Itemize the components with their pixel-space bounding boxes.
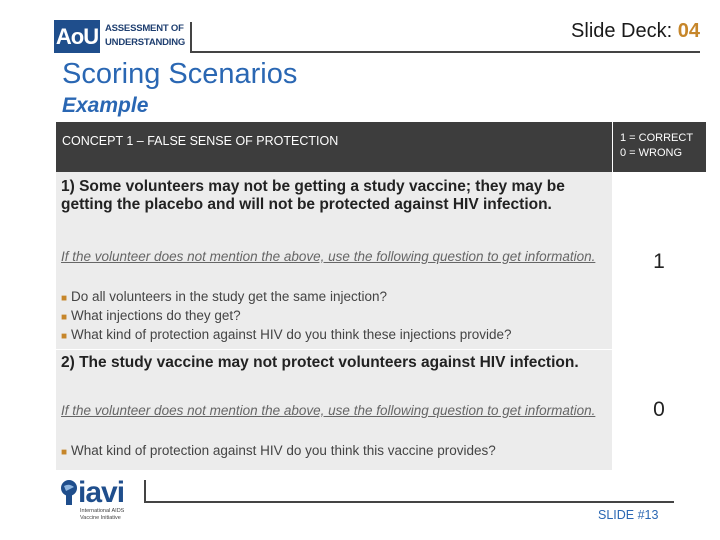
list-item: ■ What kind of protection against HIV do you think these injections provide?: [61, 327, 512, 342]
instruction-text: If the volunteer does not mention the above, use the following question to get information.: [61, 249, 596, 264]
globe-icon: [60, 479, 78, 505]
scoring-key-correct: 1 = CORRECT: [620, 132, 694, 144]
slide-number: SLIDE #13: [598, 508, 659, 522]
slide-deck-number: 04: [677, 20, 700, 42]
aou-logo-line1: ASSESSMENT OF: [105, 23, 184, 34]
question-list: [61, 442, 496, 461]
concept-statement: 2) The study vaccine may not protect volunteers against HIV infection.: [61, 354, 579, 371]
aou-logo: [54, 20, 186, 54]
aou-logo-text: [105, 22, 185, 50]
score-value: 0: [653, 398, 665, 421]
scoring-key-wrong: 0 = WRONG: [620, 147, 683, 159]
table-header-concept: CONCEPT 1 – FALSE SENSE OF PROTECTION: [56, 122, 612, 172]
list-item: ■ What kind of protection against HIV do you think this vaccine provides?: [61, 443, 496, 458]
header-divider-vertical: [190, 22, 192, 52]
footer-divider-horizontal: [144, 501, 674, 503]
concept-statement: 1) Some volunteers may not be getting a study vaccine; they may be getting the placebo and will not be protected against HIV infection.: [61, 178, 565, 213]
bullet-square-icon: ■: [61, 331, 68, 342]
aou-logo-line2: UNDERSTANDING: [105, 37, 186, 48]
footer-divider-vertical: [144, 480, 146, 502]
bullet-square-icon: ■: [61, 293, 68, 304]
question-list: [61, 288, 512, 345]
list-item: ■ Do all volunteers in the study get the same injection?: [61, 289, 387, 304]
iavi-tagline: International AIDS Vaccine Initiative: [80, 508, 125, 521]
header-divider-horizontal: [190, 51, 700, 53]
table-header-scoring-key: [612, 122, 706, 172]
bullet-square-icon: ■: [61, 447, 68, 458]
list-item: ■ What injections do they get?: [61, 308, 241, 323]
page-subtitle: Example: [62, 94, 149, 117]
slide-deck-label: [571, 20, 700, 43]
instruction-text: If the volunteer does not mention the above, use the following question to get information.: [61, 403, 596, 418]
iavi-wordmark: iavi: [78, 476, 125, 509]
score-value: 1: [653, 250, 665, 273]
iavi-logo: [56, 476, 136, 530]
slide-deck-text: Slide Deck:: [571, 20, 673, 42]
bullet-square-icon: ■: [61, 312, 68, 323]
page-title: Scoring Scenarios: [62, 58, 298, 90]
aou-logo-mark: AoU: [54, 20, 100, 53]
scoring-table: [56, 122, 706, 470]
